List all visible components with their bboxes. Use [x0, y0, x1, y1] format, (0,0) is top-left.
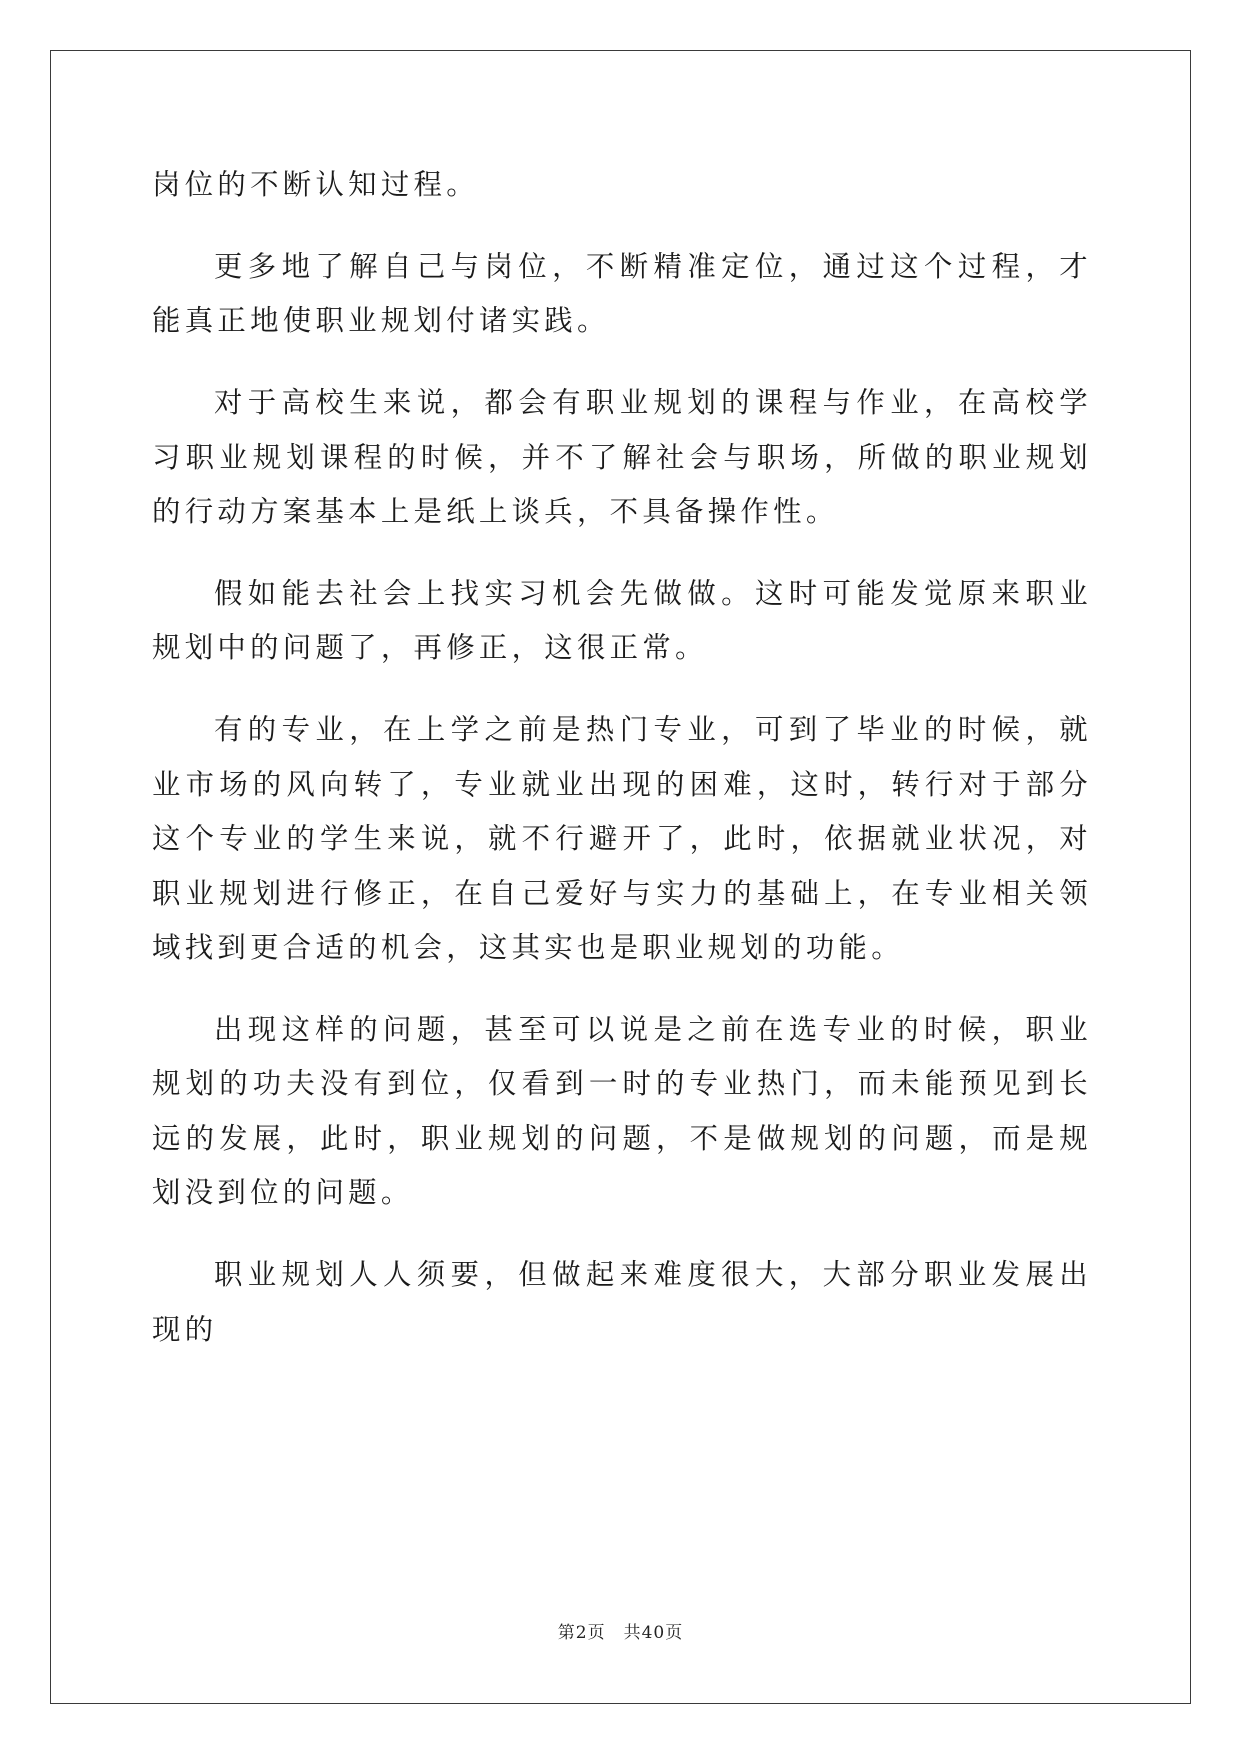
paragraph-6: 出现这样的问题，甚至可以说是之前在选专业的时候，职业规划的功夫没有到位，仅看到一时的专业热门，而未能预见到长远的发展，此时，职业规划的问题，不是做规划的问题，而是规划没到位的问题。 [152, 1012, 1092, 1210]
paragraph-7: 职业规划人人须要，但做起来难度很大，大部分职业发展出现的 [152, 1258, 1092, 1346]
document-body [152, 158, 1092, 1385]
paragraph-2: 更多地了解自己与岗位，不断精准定位，通过这个过程，才能真正地使职业规划付诸实践。 [152, 249, 1092, 338]
page-total: 共40页 [623, 1623, 684, 1643]
paragraph-3: 对于高校生来说，都会有职业规划的课程与作业，在高校学习职业规划课程的时候，并不了解社会与职场，所做的职业规划的行动方案基本上是纸上谈兵，不具备操作性。 [152, 386, 1092, 529]
page-number: 第2页 [557, 1623, 606, 1643]
paragraph-4: 假如能去社会上找实习机会先做做。这时可能发觉原来职业规划中的问题了，再修正，这很正常。 [152, 576, 1092, 665]
paragraph-5: 有的专业，在上学之前是热门专业，可到了毕业的时候，就业市场的风向转了，专业就业出现的困难，这时，转行对于部分这个专业的学生来说，就不行避开了，此时，依据就业状况，对职业规划进行修正，在自己爱好与实力的基础上，在专业相关领域找到更合适的机会，这其实也是职业规划的功能。 [152, 713, 1092, 965]
page-footer [0, 1618, 1241, 1643]
paragraph-1: 岗位的不断认知过程。 [152, 168, 479, 201]
